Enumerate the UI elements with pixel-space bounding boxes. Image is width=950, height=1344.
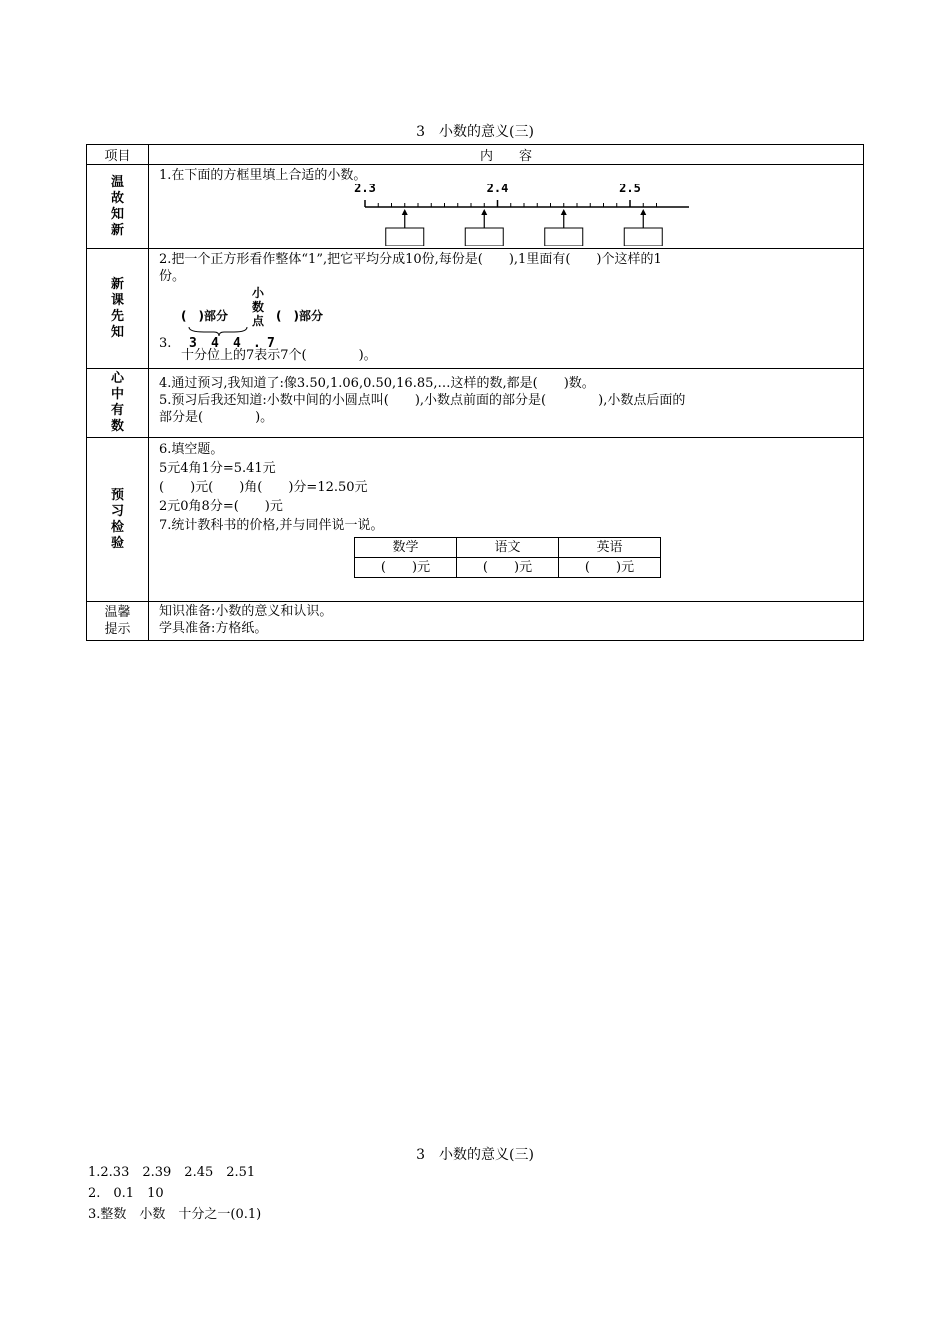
tip-1: 知识准备:小数的意义和认识。 xyxy=(159,604,333,619)
question-3-number: 3. xyxy=(159,336,172,347)
price-header: 数学 xyxy=(355,538,457,558)
question-6-line1: 5元4角1分=5.41元 xyxy=(159,461,276,476)
page-title: 3 小数的意义(三) xyxy=(416,124,534,140)
price-header: 英语 xyxy=(559,538,661,558)
decimal-diagram xyxy=(159,285,459,347)
number-line xyxy=(349,184,689,246)
worksheet-table xyxy=(86,144,864,641)
table-row xyxy=(87,438,864,602)
digit: 7 xyxy=(267,336,275,347)
row-label xyxy=(87,438,149,602)
tick-label: 2.4 xyxy=(486,184,509,195)
number-line-ticks xyxy=(365,200,657,207)
answer-3: 3.整数 小数 十分之一(0.1) xyxy=(88,1207,262,1222)
answer-1: 1.2.33 2.39 2.45 2.51 xyxy=(88,1165,256,1180)
question-5-line1: 5.预习后我还知道:小数中间的小圆点叫( ),小数点前面的部分是( ),小数点后面的 xyxy=(159,393,686,408)
pointer-arrowhead xyxy=(561,209,567,215)
row-label-text: 新课先知 xyxy=(110,276,124,340)
question-4: 4.通过预习,我知道了:像3.50,1.06,0.50,16.85,…这样的数,都是( )数。 xyxy=(159,376,595,391)
price-cell: ( )元 xyxy=(457,558,559,578)
header-content: 内 容 xyxy=(149,145,864,165)
question-2-line2: 份。 xyxy=(159,269,186,284)
row-content xyxy=(149,438,864,602)
tick-label: 2.5 xyxy=(619,184,641,195)
row-label-text: 心中有数 xyxy=(110,371,124,434)
price-header: 语文 xyxy=(457,538,559,558)
digit: 4 xyxy=(211,336,219,347)
question-6-line2: ( )元( )角( )分=12.50元 xyxy=(159,480,368,495)
pointer-arrowhead xyxy=(640,209,646,215)
row-label xyxy=(87,165,149,249)
row-label xyxy=(87,369,149,438)
decimal-point-label: 小数点 xyxy=(252,286,265,328)
question-6-title: 6.填空题。 xyxy=(159,442,224,457)
row-content xyxy=(149,165,864,249)
answer-2: 2. 0.1 10 xyxy=(88,1186,164,1201)
question-7-title: 7.统计教科书的价格,并与同伴说一说。 xyxy=(159,518,384,533)
integer-part-label: ( )部分 xyxy=(181,309,228,323)
price-table xyxy=(354,537,661,578)
row-content xyxy=(149,369,864,438)
answer-box[interactable] xyxy=(624,228,662,246)
row-content xyxy=(149,249,864,369)
answers-title: 3 小数的意义(三) xyxy=(416,1147,534,1163)
header-item: 项目 xyxy=(87,145,149,165)
decimal-part-label: ( )部分 xyxy=(276,309,323,323)
digit: 3 xyxy=(189,336,197,347)
row-content xyxy=(149,602,864,641)
table-row xyxy=(87,165,864,249)
price-cell: ( )元 xyxy=(559,558,661,578)
row-label-text: 温故知新 xyxy=(110,174,124,238)
question-6-line3: 2元0角8分=( )元 xyxy=(159,499,283,514)
row-label xyxy=(87,249,149,369)
decimal-point: . xyxy=(253,336,261,347)
price-cell: ( )元 xyxy=(355,558,457,578)
tick-label: 2.3 xyxy=(354,184,376,195)
row-label-text: 预习检验 xyxy=(110,487,124,551)
row-label-text: 温馨提示 xyxy=(104,605,131,637)
table-row xyxy=(87,249,864,369)
table-row xyxy=(87,369,864,438)
answer-box[interactable] xyxy=(545,228,583,246)
row-label xyxy=(87,602,149,641)
pointer-arrowhead xyxy=(481,209,487,215)
question-1: 1.在下面的方框里填上合适的小数。 xyxy=(159,168,367,183)
table-row xyxy=(87,602,864,641)
tip-2: 学具准备:方格纸。 xyxy=(159,621,268,636)
question-5-line2: 部分是( )。 xyxy=(159,410,274,425)
answer-boxes xyxy=(386,209,663,246)
answer-box[interactable] xyxy=(465,228,503,246)
pointer-arrowhead xyxy=(402,209,408,215)
table-header-row xyxy=(87,145,864,165)
digit: 4 xyxy=(233,336,241,347)
answer-box[interactable] xyxy=(386,228,424,246)
question-2-line1: 2.把一个正方形看作整体“1”,把它平均分成10份,每份是( ),1里面有( )个这样的1 xyxy=(159,252,662,267)
question-3-line: 十分位上的7表示7个( )。 xyxy=(181,348,377,363)
